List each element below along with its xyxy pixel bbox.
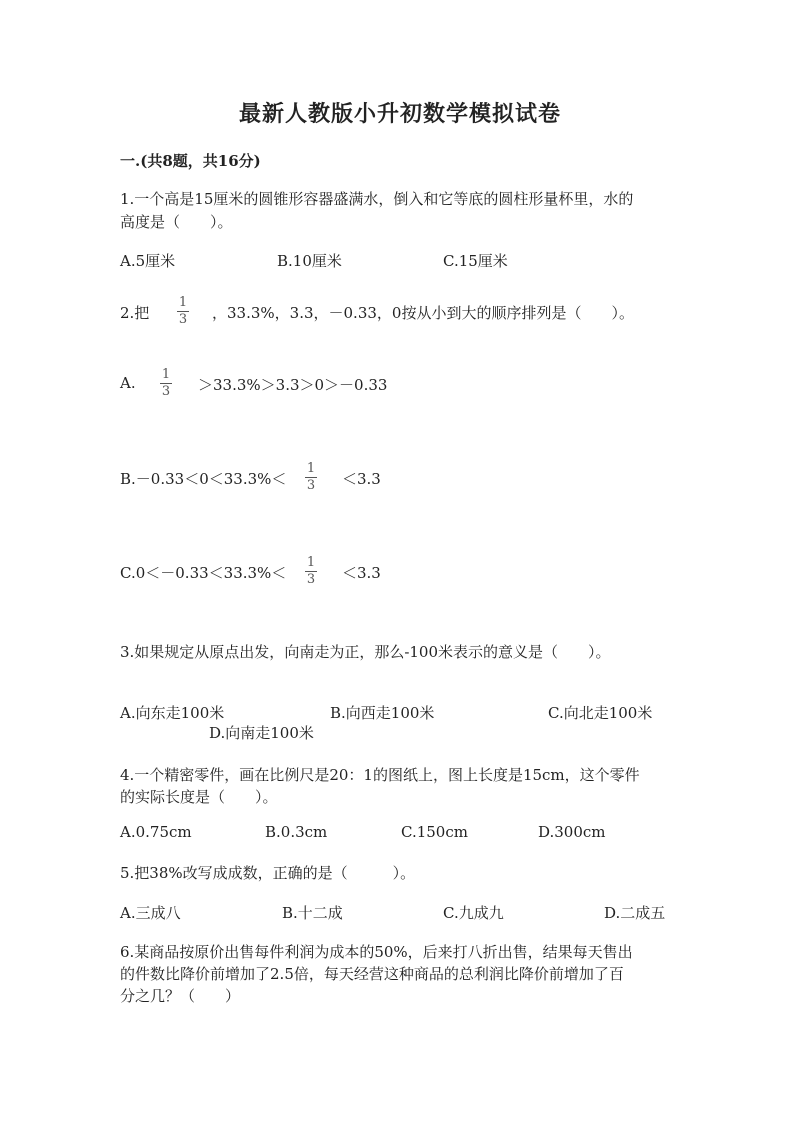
fraction-numerator: 1 — [306, 461, 316, 476]
fraction-denominator: 3 — [306, 572, 316, 587]
question-4-line-1: 4.一个精密零件，画在比例尺是20：1的图纸上，图上长度是15cm，这个零件 — [120, 766, 640, 784]
question-2-text: ，33.3%，3.3，－0.33，0按从小到大的顺序排列是（ ）。 — [212, 304, 634, 322]
exam-title: 最新人教版小升初数学模拟试卷 — [238, 101, 561, 127]
q5-option-b: B.十二成 — [282, 904, 343, 922]
section-header: 一.(共8题，共16分) — [120, 152, 261, 170]
q2-option-c-fraction — [305, 556, 317, 587]
q1-option-c: C.15厘米 — [443, 252, 508, 270]
q4-option-d: D.300cm — [538, 823, 606, 841]
q2-option-c-tail: ＜3.3 — [342, 564, 381, 582]
q5-option-d: D.二成五 — [604, 904, 666, 922]
q3-option-d: D.向南走100米 — [209, 724, 314, 742]
fraction-numerator: 1 — [306, 555, 316, 570]
q4-option-c: C.150cm — [401, 823, 468, 841]
question-5-line-1: 5.把38%改写成成数，正确的是（ ）。 — [120, 864, 416, 882]
q2-option-b-text: B.－0.33＜0＜33.3%＜ — [120, 470, 287, 488]
q2-option-c-text: C.0＜－0.33＜33.3%＜ — [120, 564, 287, 582]
question-2-prefix: 2.把 — [120, 304, 150, 322]
question-4-line-2: 的实际长度是（ ）。 — [120, 788, 278, 806]
question-1-line-1: 1.一个高是15厘米的圆锥形容器盛满水，倒入和它等底的圆柱形量杯里，水的 — [120, 190, 634, 208]
q5-option-a: A.三成八 — [120, 904, 181, 922]
q2-fraction — [177, 296, 189, 327]
q2-option-a-fraction — [160, 368, 172, 399]
question-1-line-2: 高度是（ ）。 — [120, 213, 233, 231]
q3-option-c: C.向北走100米 — [548, 704, 653, 722]
q3-option-b: B.向西走100米 — [330, 704, 435, 722]
question-3-line-1: 3.如果规定从原点出发，向南走为正，那么-100米表示的意义是（ ）。 — [120, 643, 611, 661]
q1-option-b: B.10厘米 — [277, 252, 342, 270]
question-6-line-2: 的件数比降价前增加了2.5倍，每天经营这种商品的总利润比降价前增加了百 — [120, 965, 624, 983]
fraction-denominator: 3 — [306, 478, 316, 493]
fraction-numerator: 1 — [161, 367, 171, 382]
fraction-denominator: 3 — [178, 312, 188, 327]
q2-option-a-text: ＞33.3%＞3.3＞0＞－0.33 — [198, 376, 388, 394]
question-6-line-3: 分之几？（ ） — [120, 987, 241, 1005]
q2-option-b-tail: ＜3.3 — [342, 470, 381, 488]
q3-option-a: A.向东走100米 — [120, 704, 225, 722]
question-6-line-1: 6.某商品按原价出售每件利润为成本的50%，后来打八折出售，结果每天售出 — [120, 943, 633, 961]
q2-option-b-fraction — [305, 462, 317, 493]
q4-option-a: A.0.75cm — [120, 823, 192, 841]
q1-option-a: A.5厘米 — [120, 252, 176, 270]
fraction-denominator: 3 — [161, 384, 171, 399]
q5-option-c: C.九成九 — [443, 904, 504, 922]
q4-option-b: B.0.3cm — [265, 823, 328, 841]
fraction-numerator: 1 — [178, 295, 188, 310]
q2-option-a-label: A. — [120, 374, 136, 392]
